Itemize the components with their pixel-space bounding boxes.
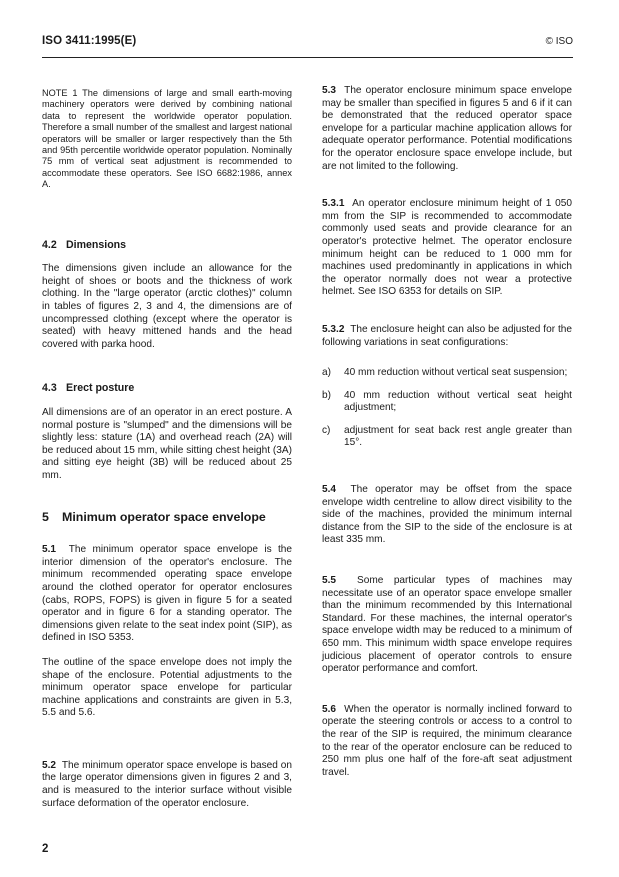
clause-number: 5.6: [322, 703, 337, 715]
clause-text: Some particular types of machines may necessitate use of an operator space envelope smaller than the minimum recommended by this International Standard. For these machines, the internal operator's space envelope width may be reduced to a minimum of 650 mm. This minimum width space envelope requires judicious placement of operator controls to ensure operator performance and comfort.: [322, 575, 573, 675]
paragraph-5-1-continued: The outline of the space envelope does not imply the shape of the enclosure. Potential adjustments to the minimum operator space envelope for particular machine applications and constraints are given in 5.3, 5.5 and 5.6.: [42, 656, 292, 719]
paragraph-5-4: [322, 484, 572, 547]
list-label: b): [322, 389, 331, 401]
heading-4-2: [42, 239, 292, 252]
clause-number: 5.2: [42, 759, 57, 771]
heading-number: 5: [42, 509, 49, 524]
note-1: NOTE 1 The dimensions of large and small earth-moving machinery operators were derived by combining national data to represent the worldwide operator population. Therefore a small number of the smallest and largest national operators will be smaller or larger respectively than the 5th and 95th percentile worldwide operator population. Nominally 75 mm of vertical seat adjustment is recommended to accommodate these operators. See ISO 6682:1986, annex A.: [42, 88, 292, 190]
paragraph-4-3: All dimensions are of an operator in an erect posture. A normal posture is "slumped" and the dimensions will be slightly less: stature (1A) and overhead reach (2A) will be reduced about 15 mm, while sitting chest height (3A) and sitting eye height (3B) will be reduced about 25 mm.: [42, 407, 292, 481]
heading-title: Minimum operator space envelope: [62, 509, 266, 524]
list-text: 40 mm reduction without vertical seat suspension;: [344, 367, 568, 379]
clause-text: The operator enclosure minimum space envelope may be smaller than specified in figures 5 and 6 if it can be demonstrated that the reduced operator space envelope for a particular machine application allows for adequate operator performance. Potential modifications for the operator enclosure space envelope include, but are not limited to the following.: [322, 85, 573, 172]
paragraph-5-6: [322, 704, 572, 780]
clause-text: The minimum operator space envelope is based on the large operator dimensions given in figures 2 and 3, and is measured to the interior surface without visible surface deformation of the operator enclosure.: [42, 759, 293, 809]
paragraph-5-3: [322, 85, 572, 173]
list-text: adjustment for seat back rest angle greater than 15°.: [344, 424, 572, 449]
left-column: [42, 85, 292, 810]
clause-text: The minimum operator space envelope is the interior dimension of the operator's enclosure. The minimum recommended operating space envelope around the clothed operator for operator enclosures (cabs, ROPS, FOPS) is given in figure 5 for a seated operator and in figure 6 for a standing operator. The dimensions given relate to the seat index point (SIP), as defined in ISO 5353.: [42, 544, 292, 644]
list-item: [322, 367, 572, 380]
heading-title: Dimensions: [66, 238, 127, 251]
paragraph-5-5: [322, 575, 572, 676]
clause-number: 5.3.2: [322, 323, 345, 335]
clause-number: 5.3: [322, 85, 337, 96]
heading-title: Erect posture: [66, 382, 135, 395]
clause-number: 5.1: [42, 544, 57, 556]
seat-variation-list: [322, 367, 572, 450]
list-item: [322, 390, 572, 415]
clause-number: 5.3.1: [322, 198, 345, 210]
clause-text: An operator enclosure minimum height of 1 050 mm from the SIP is recommended to accommodate commonly used seats and provide clearance for an operator's protective helmet. The operator enclosure minimum height can be reduced to 1 000 mm for machines used predominantly in applications in which the operator normally does not wear a protective helmet. See ISO 6353 for details on SIP.: [322, 198, 572, 298]
paragraph-5-3-2: [322, 324, 572, 349]
header-rule: [42, 57, 573, 58]
list-label: c): [322, 424, 331, 436]
paragraph-5-1: [42, 544, 292, 645]
page-number: 2: [42, 843, 49, 855]
clause-text: The enclosure height can also be adjusted for the following variations in seat configurations:: [322, 323, 572, 348]
heading-4-3: [42, 382, 292, 395]
paragraph-5-3-1: [322, 198, 572, 299]
paragraph-5-2: [42, 760, 292, 810]
copyright-mark: © ISO: [545, 36, 573, 47]
heading-number: 4.3: [42, 382, 57, 395]
heading-number: 4.2: [42, 238, 57, 251]
list-label: a): [322, 367, 331, 379]
clause-number: 5.4: [322, 484, 337, 496]
list-text: 40 mm reduction without vertical seat height adjustment;: [344, 389, 572, 414]
paragraph-4-2: The dimensions given include an allowance for the height of shoes or boots and the thickness of work clothing. In the "large operator (arctic clothes)" column in tables of figures 2, 3 and 4, the dimensions are of uncompressed clothing (except where the operator is seated) with heavy mittened hands and the head covered with parka hood.: [42, 263, 292, 350]
heading-5: [42, 511, 292, 524]
clause-text: The operator may be offset from the space envelope width centreline to allow direct visibility to the side of the machines, provided the minimum internal distance from the SIP to the side of the enclosure is at least 335 mm.: [322, 484, 573, 546]
right-column: [322, 85, 572, 779]
clause-number: 5.5: [322, 575, 337, 587]
clause-text: When the operator is normally inclined forward to operate the steering controls or access to a control to the rear of the SIP is required, the minimum clearance to the rear of the operator enclosure can be reduced to 250 mm plus one half of the fore-aft seat adjustment travel.: [322, 703, 572, 778]
standard-designation: ISO 3411:1995(E): [42, 35, 137, 47]
list-item: [322, 425, 572, 450]
